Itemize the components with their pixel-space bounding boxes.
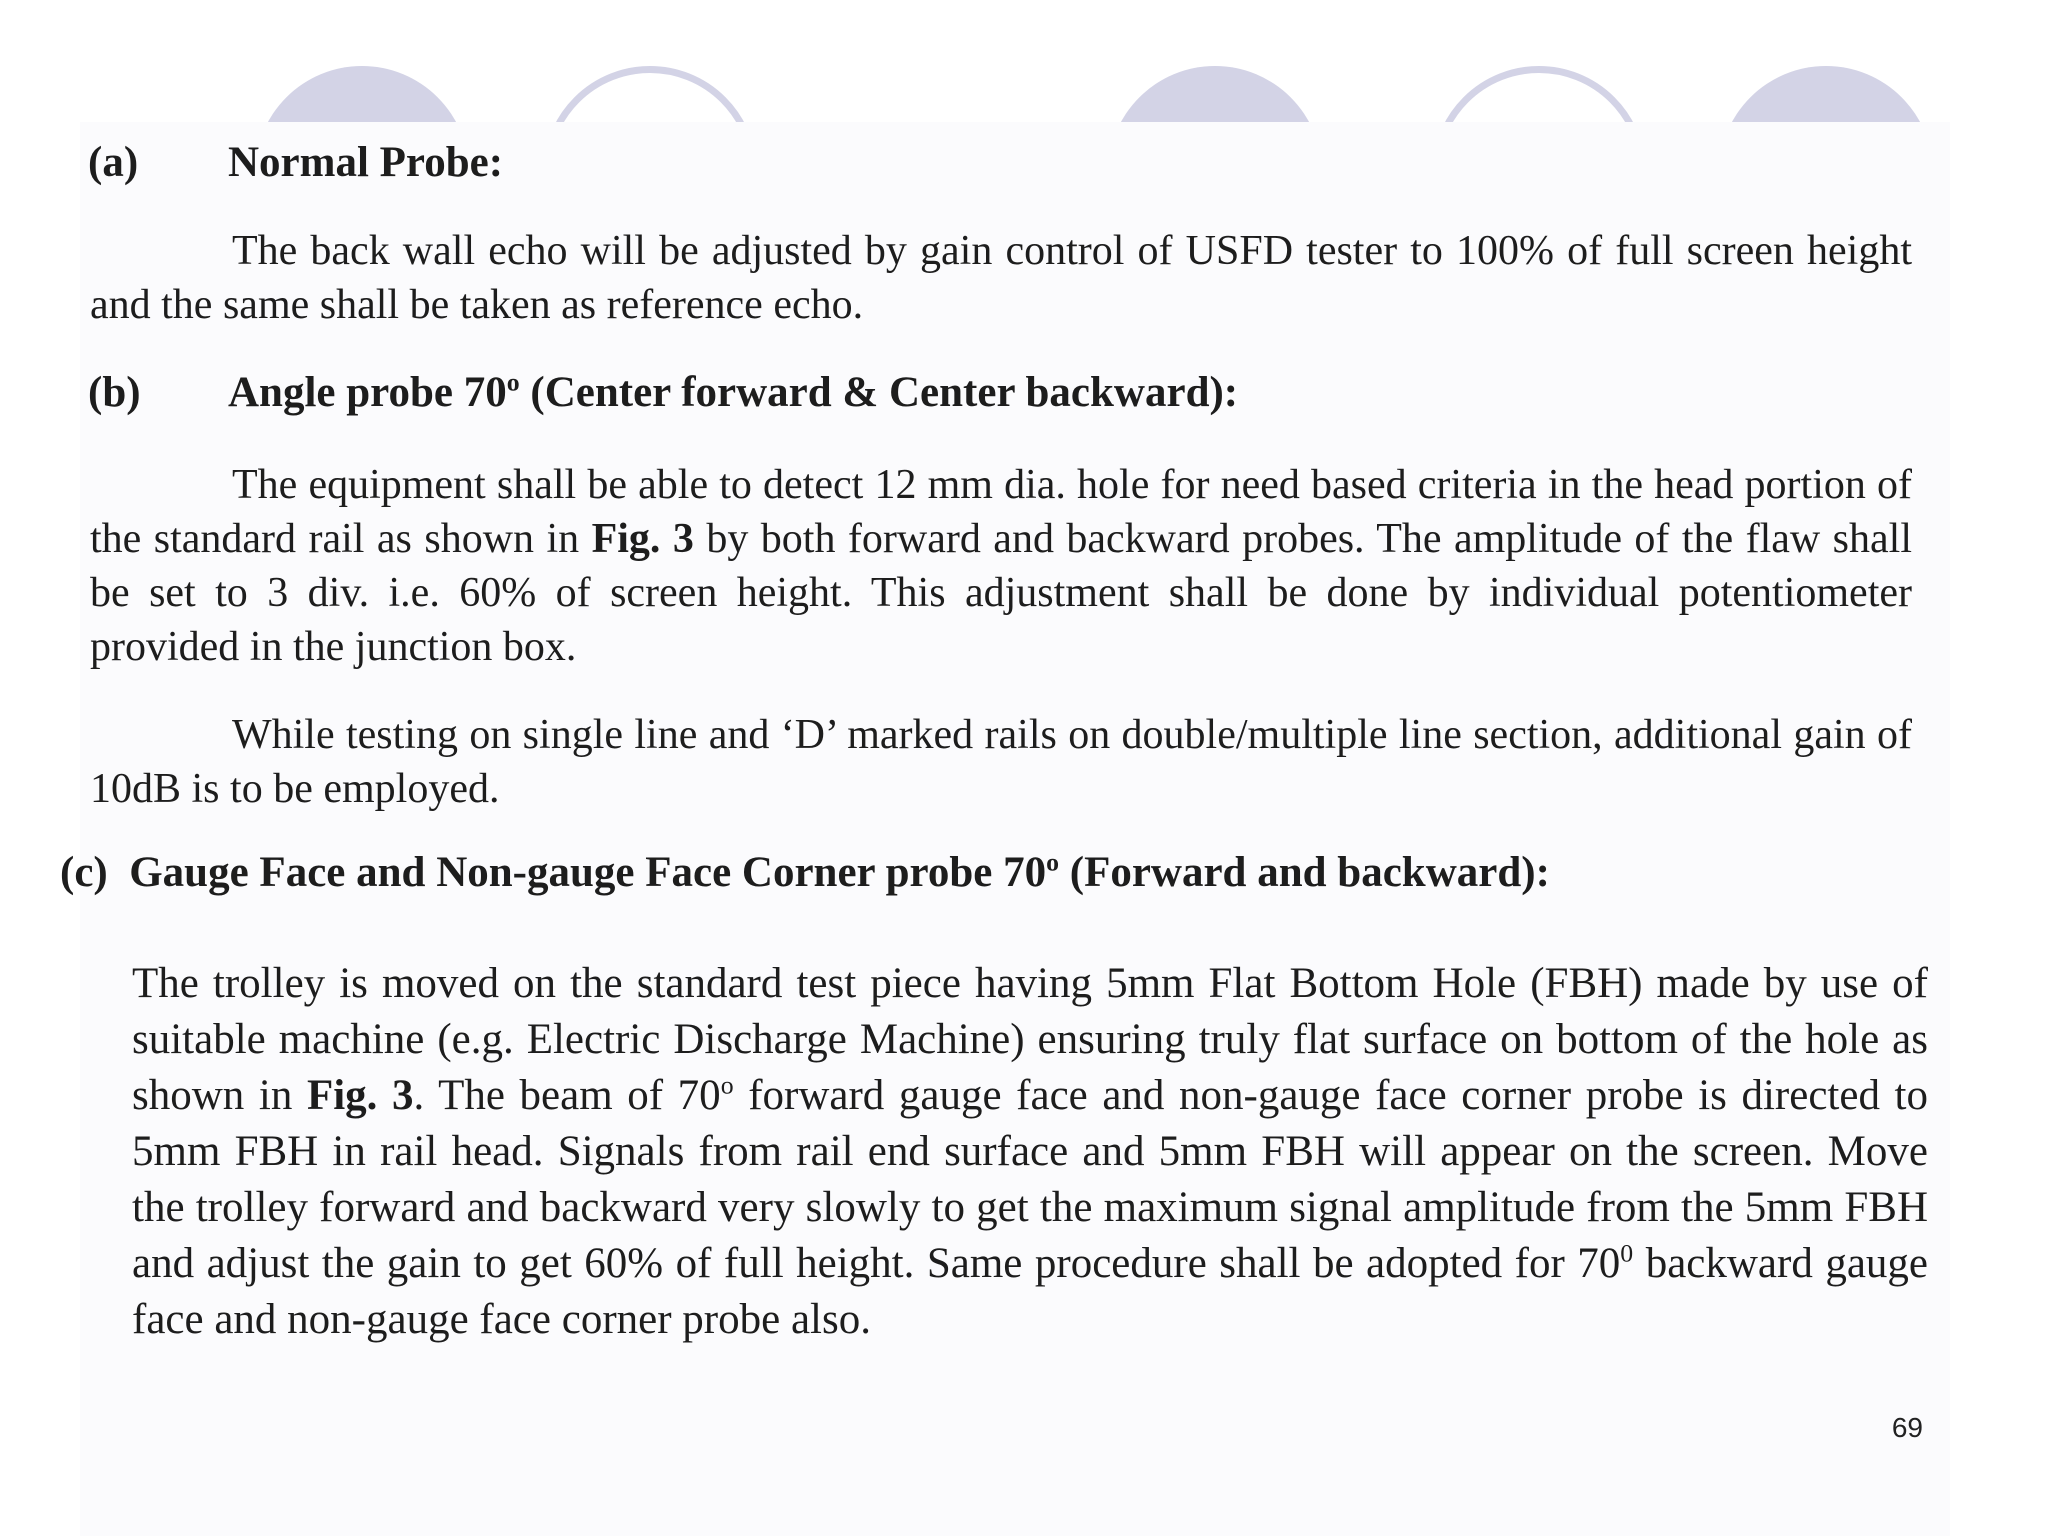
section-c-title-suffix: (Forward and backward): [1059, 849, 1550, 896]
section-b-body-1 [90, 458, 1912, 674]
section-a-heading [88, 138, 503, 187]
page-number: 69 [1891, 1412, 1923, 1443]
section-b-title-suffix: (Center forward & Center backward): [519, 369, 1239, 416]
section-a-text: The back wall echo will be adjusted by gain control of USFD tester to 100% of full screen height and the same shall be taken as reference echo. [90, 228, 1912, 328]
degree-mark: o [720, 1070, 734, 1100]
figure-reference: Fig. 3 [591, 516, 694, 562]
degree-mark: o [506, 367, 520, 397]
decorative-circle-filled [255, 66, 469, 130]
decorative-circle-filled [1719, 66, 1933, 130]
header-decoration [0, 0, 2048, 130]
section-b-heading [88, 368, 1238, 417]
section-c-label: (c) [60, 849, 108, 896]
decorative-circle-ring [1432, 66, 1646, 130]
section-c-text-4: backward gauge face and non-gauge face corner probe also. [132, 1240, 1928, 1343]
section-b-body-2 [90, 708, 1912, 816]
section-c-text-2: . The beam of 70 [413, 1072, 721, 1119]
decorative-circle-filled [1108, 66, 1322, 130]
section-a-title: Normal Probe: [228, 139, 504, 186]
figure-reference: Fig. 3 [306, 1072, 414, 1119]
section-a-label: (a) [88, 139, 139, 186]
section-b-title: Angle probe 70 [228, 369, 507, 416]
section-b-label: (b) [88, 369, 141, 416]
degree-mark: 0 [1620, 1238, 1634, 1268]
section-c-heading [60, 848, 1550, 897]
section-c-text: The trolley is moved on the standard test piece having 5mm Flat Bottom Hole (FBH) made by use of suitable machine (e.g. Electric Discharge Machine) ensuring truly flat surface on bottom of the hole as shown in [132, 960, 1928, 1119]
section-c-title: Gauge Face and Non-gauge Face Corner probe 70 [129, 849, 1047, 896]
decorative-circle-ring [543, 66, 757, 130]
degree-mark: o [1046, 847, 1059, 877]
section-c-text-3: forward gauge face and non-gauge face corner probe is directed to 5mm FBH in rail head. Signals from rail end surface and 5mm FBH will appear on the screen. Move the trolley forward and backward very slowly to get the maximum signal amplitude from the 5mm FBH and adjust the gain to get 60% of full height. Same procedure shall be adopted for 70 [132, 1072, 1929, 1287]
section-b-text-cont: by both forward and backward probes. The amplitude of the flaw shall be set to 3 div. i.e. 60% of screen height. This adjustment shall be done by individual potentiometer provided in the junction box. [90, 516, 1913, 670]
section-c-body [132, 956, 1928, 1348]
section-b-text: The equipment shall be able to detect 12 mm dia. hole for need based criteria in the head portion of the standard rail as shown in [90, 462, 1912, 562]
section-a-body [90, 224, 1912, 332]
section-b-text-2: While testing on single line and ‘D’ marked rails on double/multiple line section, additional gain of 10dB is to be employed. [90, 712, 1912, 812]
